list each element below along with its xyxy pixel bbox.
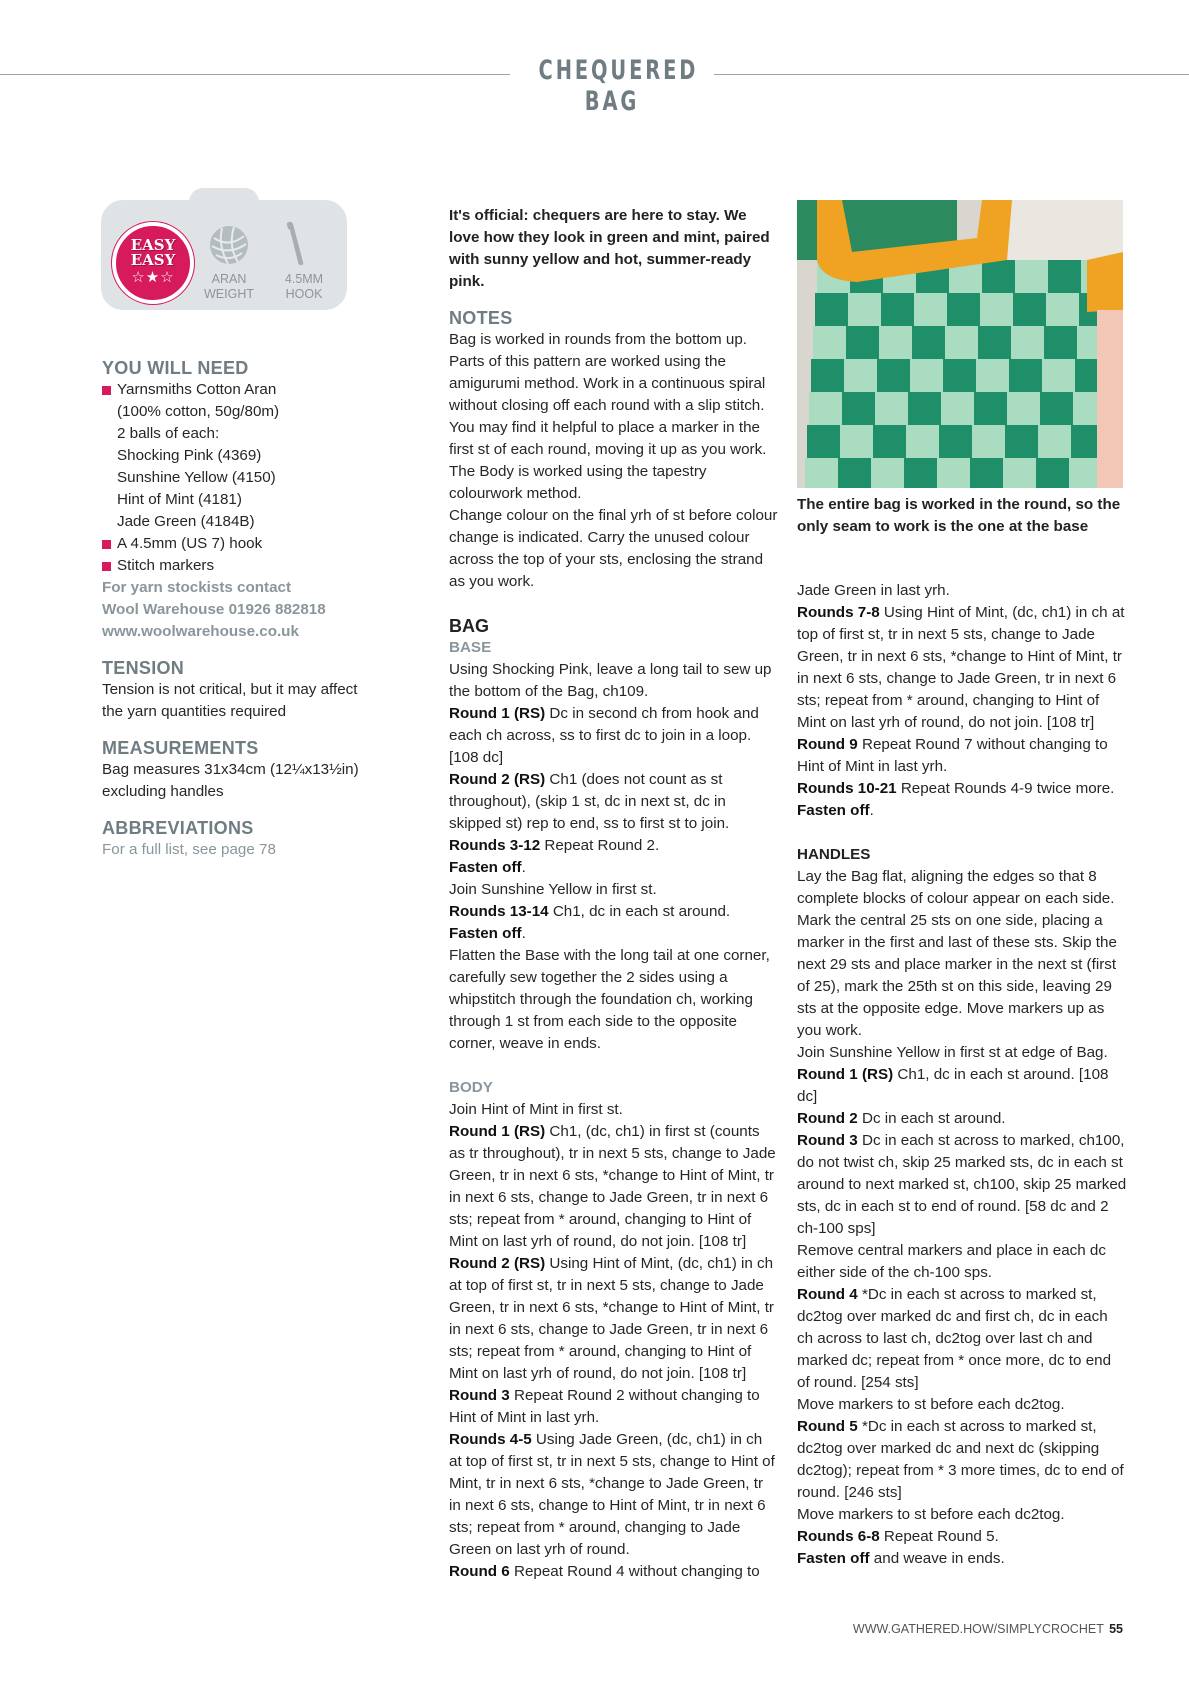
yarn-detail: (100% cotton, 50g/80m) bbox=[117, 403, 280, 420]
instruction-text: Move markers to st before each dc2tog. bbox=[797, 1506, 1065, 1523]
instruction-text: Repeat Rounds 4-9 twice more. bbox=[896, 780, 1115, 797]
check-square bbox=[972, 425, 1006, 459]
instruction-line bbox=[797, 1108, 1127, 1130]
check-square bbox=[815, 293, 849, 327]
instruction-label: Rounds 3-12 bbox=[449, 837, 541, 854]
instruction-label: Fasten off bbox=[797, 1550, 870, 1567]
instruction-label: Round 1 (RS) bbox=[797, 1066, 894, 1083]
instruction-label: Round 3 bbox=[797, 1132, 858, 1149]
yarn-detail: Hint of Mint (4181) bbox=[117, 491, 242, 508]
bag-heading: BAG bbox=[449, 616, 489, 636]
check-square bbox=[1003, 458, 1037, 488]
instruction-label: Round 1 (RS) bbox=[449, 1123, 546, 1140]
check-square bbox=[982, 260, 1016, 294]
instruction-line bbox=[449, 703, 779, 769]
instruction-text: Remove central markers and place in each dc either side of the ch-100 sps. bbox=[797, 1242, 1106, 1281]
instruction-line bbox=[797, 580, 1127, 602]
weight-label: ARAN WEIGHT bbox=[204, 272, 254, 301]
base-instructions bbox=[449, 659, 779, 1055]
check-square bbox=[1011, 326, 1045, 360]
instruction-label: Round 2 (RS) bbox=[449, 1255, 546, 1272]
yarn-detail: Jade Green (4184B) bbox=[117, 513, 255, 530]
check-square bbox=[908, 392, 942, 426]
instruction-line bbox=[449, 879, 779, 901]
measurements-text: Bag measures 31x34cm (12¼x13½in) excluding handles bbox=[102, 761, 359, 800]
instruction-line bbox=[797, 1394, 1127, 1416]
instruction-label: Round 2 (RS) bbox=[449, 771, 546, 788]
instruction-text: Ch1, dc in each st around. bbox=[548, 903, 731, 920]
measurements-heading: MEASUREMENTS bbox=[102, 738, 259, 758]
check-square bbox=[813, 326, 847, 360]
check-square bbox=[805, 458, 839, 488]
instruction-label: Rounds 4-5 bbox=[449, 1431, 532, 1448]
check-square bbox=[976, 359, 1010, 393]
check-square bbox=[904, 458, 938, 488]
handles-instructions bbox=[797, 866, 1127, 1570]
check-square bbox=[945, 326, 979, 360]
instruction-text: Using Hint of Mint, (dc, ch1) in ch at top of first st, tr in next 5 sts, change to Jade Green, tr in next 6 sts, *change to Hint of Mint, tr in next 6 sts, change to Jade Green, tr in next 6 sts; repeat from * around, changing to Hint of Mint on last yrh of round, do not join. [108 tr] bbox=[449, 1255, 774, 1382]
check-square bbox=[879, 326, 913, 360]
check-square bbox=[978, 326, 1012, 360]
instruction-line bbox=[797, 1504, 1127, 1526]
instruction-label: Round 4 bbox=[797, 1286, 858, 1303]
instruction-label: Round 1 (RS) bbox=[449, 705, 546, 722]
page-title: CHEQUERED BAG bbox=[538, 55, 699, 117]
instruction-label: Fasten off bbox=[797, 802, 870, 819]
check-square bbox=[1044, 326, 1078, 360]
check-square bbox=[1046, 293, 1080, 327]
instruction-line bbox=[797, 602, 1127, 734]
abbreviations-text: For a full list, see page 78 bbox=[102, 841, 276, 858]
instruction-text: Dc in second ch from hook and each ch across, ss to first dc to join in a loop. [108 dc] bbox=[449, 705, 759, 766]
instruction-label: Round 5 bbox=[797, 1418, 858, 1435]
check-square bbox=[842, 392, 876, 426]
markers-item: Stitch markers bbox=[102, 555, 372, 577]
footer-url[interactable]: WWW.GATHERED.HOW/SIMPLYCROCHET bbox=[852, 1622, 1104, 1636]
right-column bbox=[797, 580, 1127, 1570]
body-instructions bbox=[449, 1099, 779, 1583]
check-square bbox=[1009, 359, 1043, 393]
difficulty-badge bbox=[112, 222, 194, 304]
difficulty-label: EASY bbox=[130, 236, 176, 254]
check-square bbox=[910, 359, 944, 393]
handles-heading: HANDLES bbox=[797, 846, 871, 863]
yarn-detail: Sunshine Yellow (4150) bbox=[117, 469, 276, 486]
check-square bbox=[1015, 260, 1049, 294]
instruction-line bbox=[449, 923, 779, 945]
check-square bbox=[943, 359, 977, 393]
header-rule-left bbox=[0, 74, 510, 75]
check-square bbox=[1013, 293, 1047, 327]
instruction-line bbox=[449, 1561, 779, 1583]
instruction-text: Lay the Bag flat, aligning the edges so that 8 complete blocks of colour appear on each side. Mark the central 25 sts on one side, placing a marker in the first and last of these sts. Skip the next 29 sts and place marker in the next st (first of 25), mark the 25th st on this side, leaving 29 sts at the opposite edge. Move markers up as you work. bbox=[797, 868, 1117, 1039]
hook-label: 4.5MM HOOK bbox=[284, 272, 324, 301]
check-square bbox=[875, 392, 909, 426]
instruction-text: Using Hint of Mint, (dc, ch1) in ch at top of first st, tr in next 5 sts, change to Jade Green, tr in next 6 sts, *change to Hint of Mint, tr in next 6 sts, change to Jade Green, tr in next 6 sts; repeat from * around, changing to Hint of Mint on last yrh of round, do not join. [108 tr] bbox=[797, 604, 1125, 731]
instruction-line bbox=[797, 778, 1127, 800]
instruction-text: and weave in ends. bbox=[869, 1550, 1005, 1567]
main-column bbox=[449, 205, 779, 1583]
check-square bbox=[1036, 458, 1070, 488]
body-heading: BODY bbox=[449, 1079, 493, 1096]
check-square bbox=[809, 392, 843, 426]
difficulty-stars-icon: ☆★☆ bbox=[131, 269, 175, 286]
instruction-label: Fasten off bbox=[449, 859, 522, 876]
instruction-text: Dc in each st across to marked, ch100, do not twist ch, skip 25 marked sts, dc in each st around to next marked st, ch100, skip 25 marked sts, dc in each st to end of round. [58 dc and 2 ch-100 sps] bbox=[797, 1132, 1127, 1237]
check-square bbox=[912, 326, 946, 360]
instruction-line bbox=[797, 734, 1127, 778]
instruction-line bbox=[449, 1429, 779, 1561]
yarn-detail: Shocking Pink (4369) bbox=[117, 447, 262, 464]
check-square bbox=[848, 293, 882, 327]
instruction-text: . bbox=[521, 859, 526, 876]
instruction-line bbox=[797, 1526, 1127, 1548]
instruction-label: Round 6 bbox=[449, 1563, 510, 1580]
notes-heading: NOTES bbox=[449, 308, 513, 328]
difficulty-label-2: EASY bbox=[130, 251, 176, 269]
instruction-text: Flatten the Base with the long tail at one corner, carefully sew together the 2 sides using a whipstitch through the foundation ch, working through 1 st from each side to the opposite corner, weave in ends. bbox=[449, 947, 770, 1052]
notes-paragraph: The Body is worked using the tapestry colourwork method. bbox=[449, 463, 707, 502]
yarn-detail: 2 balls of each: bbox=[117, 425, 220, 442]
check-square bbox=[906, 425, 940, 459]
instruction-text: . bbox=[869, 802, 874, 819]
instruction-line bbox=[449, 835, 779, 857]
instruction-text: Move markers to st before each dc2tog. bbox=[797, 1396, 1065, 1413]
check-square bbox=[941, 392, 975, 426]
notes-paragraph: Change colour on the final yrh of st before colour change is indicated. Carry the unused colour across the top of your sts, enclosing the strand as you work. bbox=[449, 507, 778, 590]
header-rule-right bbox=[714, 74, 1189, 75]
instruction-line bbox=[797, 1042, 1127, 1064]
check-square bbox=[914, 293, 948, 327]
check-square bbox=[1038, 425, 1072, 459]
check-square bbox=[838, 458, 872, 488]
instruction-text: Ch1 (does not count as st throughout), (skip 1 st, dc in next st, dc in skipped st) rep to end, ss to first st to join. bbox=[449, 771, 730, 832]
instruction-text: Join Sunshine Yellow in first st at edge of Bag. bbox=[797, 1044, 1108, 1061]
check-square bbox=[937, 458, 971, 488]
instruction-text: *Dc in each st across to marked st, dc2tog over marked dc and first ch, dc in each ch across to last ch, dc2tog over last ch and marked dc; repeat from * once more, dc to end of round. [254 sts] bbox=[797, 1286, 1112, 1391]
photo-caption: The entire bag is worked in the round, so the only seam to work is the one at the base bbox=[797, 496, 1121, 535]
instruction-text: Using Jade Green, (dc, ch1) in ch at top of first st, tr in next 5 sts, change to Hint of Mint, tr in next 6 sts, *change to Jade Green, tr in next 6 sts, change to Hint of Mint, tr in next 6 sts; repeat from * around, changing to Jade Green on last yrh of round. bbox=[449, 1431, 775, 1558]
instruction-line bbox=[449, 659, 779, 703]
check-square bbox=[1005, 425, 1039, 459]
instruction-text: Ch1, dc in each st around. [108 dc] bbox=[797, 1066, 1109, 1105]
instruction-line bbox=[449, 769, 779, 835]
tension-heading: TENSION bbox=[102, 658, 185, 678]
check-square bbox=[811, 359, 845, 393]
abbreviations-heading: ABBREVIATIONS bbox=[102, 818, 254, 838]
instruction-line bbox=[797, 1240, 1127, 1284]
instruction-text: Join Sunshine Yellow in first st. bbox=[449, 881, 657, 898]
instruction-line bbox=[797, 1284, 1127, 1394]
check-square bbox=[1048, 260, 1082, 294]
tension-text: Tension is not critical, but it may affect the yarn quantities required bbox=[102, 681, 358, 720]
check-square bbox=[844, 359, 878, 393]
check-square bbox=[873, 425, 907, 459]
check-square bbox=[840, 425, 874, 459]
check-square bbox=[877, 359, 911, 393]
crochet-hook-icon bbox=[283, 220, 309, 266]
body-instructions-continued bbox=[797, 580, 1127, 822]
instruction-text: Repeat Round 2. bbox=[540, 837, 660, 854]
stockist-url[interactable]: www.woolwarehouse.co.uk bbox=[102, 623, 299, 640]
instruction-label: Rounds 7-8 bbox=[797, 604, 880, 621]
you-will-need-heading: YOU WILL NEED bbox=[102, 358, 249, 378]
check-square bbox=[846, 326, 880, 360]
instruction-text: Dc in each st around. bbox=[857, 1110, 1006, 1127]
instruction-line bbox=[449, 857, 779, 879]
yarn-item: Yarnsmiths Cotton Aran bbox=[102, 379, 372, 401]
base-heading: BASE bbox=[449, 639, 492, 656]
check-square bbox=[970, 458, 1004, 488]
stockist-phone: Wool Warehouse 01926 882818 bbox=[102, 601, 326, 618]
instruction-line bbox=[449, 1121, 779, 1253]
check-square bbox=[871, 458, 905, 488]
notes-paragraph: Bag is worked in rounds from the bottom up. Parts of this pattern are worked using the amigurumi method. Work in a continuous spiral without closing off each round with a slip stitch. You may find it helpful to place a marker in the first st of each round, moving it up as you work. bbox=[449, 331, 767, 458]
check-square bbox=[881, 293, 915, 327]
instruction-text: Ch1, (dc, ch1) in first st (counts as tr throughout), tr in next 5 sts, change to Jade Green, tr in next 6 sts, *change to Hint of Mint, tr in next 6 sts, change to Jade Green, tr in next 6 sts; repeat from * around, changing to Hint of Mint on last yrh of round, do not join. [108 tr] bbox=[449, 1123, 776, 1250]
check-square bbox=[1042, 359, 1076, 393]
stockist-line: For yarn stockists contact bbox=[102, 579, 292, 596]
check-square bbox=[1040, 392, 1074, 426]
check-square bbox=[980, 293, 1014, 327]
instruction-label: Rounds 13-14 bbox=[449, 903, 549, 920]
instruction-label: Round 9 bbox=[797, 736, 858, 753]
bag-photo bbox=[797, 200, 1123, 488]
check-square bbox=[1007, 392, 1041, 426]
chequered-bag-image bbox=[797, 200, 1123, 488]
instruction-text: . bbox=[521, 925, 526, 942]
instruction-text: Repeat Round 2 without changing to Hint of Mint in last yrh. bbox=[449, 1387, 760, 1426]
page-number: 55 bbox=[1109, 1622, 1123, 1636]
sidebar-column bbox=[102, 357, 372, 861]
intro-text: It's official: chequers are here to stay. We love how they look in green and mint, paired with sunny yellow and hot, summer-ready pink. bbox=[449, 207, 770, 290]
instruction-line bbox=[449, 1385, 779, 1429]
instruction-label: Round 3 bbox=[449, 1387, 510, 1404]
instruction-line bbox=[797, 800, 1127, 822]
yarn-ball-icon bbox=[208, 224, 250, 266]
instruction-text: Jade Green in last yrh. bbox=[797, 582, 950, 599]
page-footer bbox=[853, 1622, 1123, 1636]
instruction-line bbox=[797, 1064, 1127, 1108]
instruction-line bbox=[449, 901, 779, 923]
check-square bbox=[939, 425, 973, 459]
instruction-text: Repeat Round 5. bbox=[879, 1528, 999, 1545]
instruction-line bbox=[797, 1416, 1127, 1504]
instruction-line bbox=[449, 945, 779, 1055]
check-square bbox=[807, 425, 841, 459]
instruction-text: Join Hint of Mint in first st. bbox=[449, 1101, 623, 1118]
instruction-line bbox=[797, 866, 1127, 1042]
instruction-text: Repeat Round 4 without changing to bbox=[509, 1563, 760, 1580]
instruction-line bbox=[797, 1548, 1127, 1570]
instruction-line bbox=[449, 1099, 779, 1121]
instruction-text: Repeat Round 7 without changing to Hint of Mint in last yrh. bbox=[797, 736, 1108, 775]
check-square bbox=[974, 392, 1008, 426]
check-square bbox=[947, 293, 981, 327]
instruction-line bbox=[449, 1253, 779, 1385]
hook-item: A 4.5mm (US 7) hook bbox=[102, 533, 372, 555]
instruction-line bbox=[797, 1130, 1127, 1240]
instruction-text: Using Shocking Pink, leave a long tail to sew up the bottom of the Bag, ch109. bbox=[449, 661, 772, 700]
instruction-label: Round 2 bbox=[797, 1110, 858, 1127]
instruction-label: Fasten off bbox=[449, 925, 522, 942]
instruction-text: *Dc in each st across to marked st, dc2tog over marked dc and next dc (skipping dc2tog); repeat from * 3 more times, dc to end of round. [246 sts] bbox=[797, 1418, 1124, 1501]
instruction-label: Rounds 6-8 bbox=[797, 1528, 880, 1545]
instruction-label: Rounds 10-21 bbox=[797, 780, 897, 797]
